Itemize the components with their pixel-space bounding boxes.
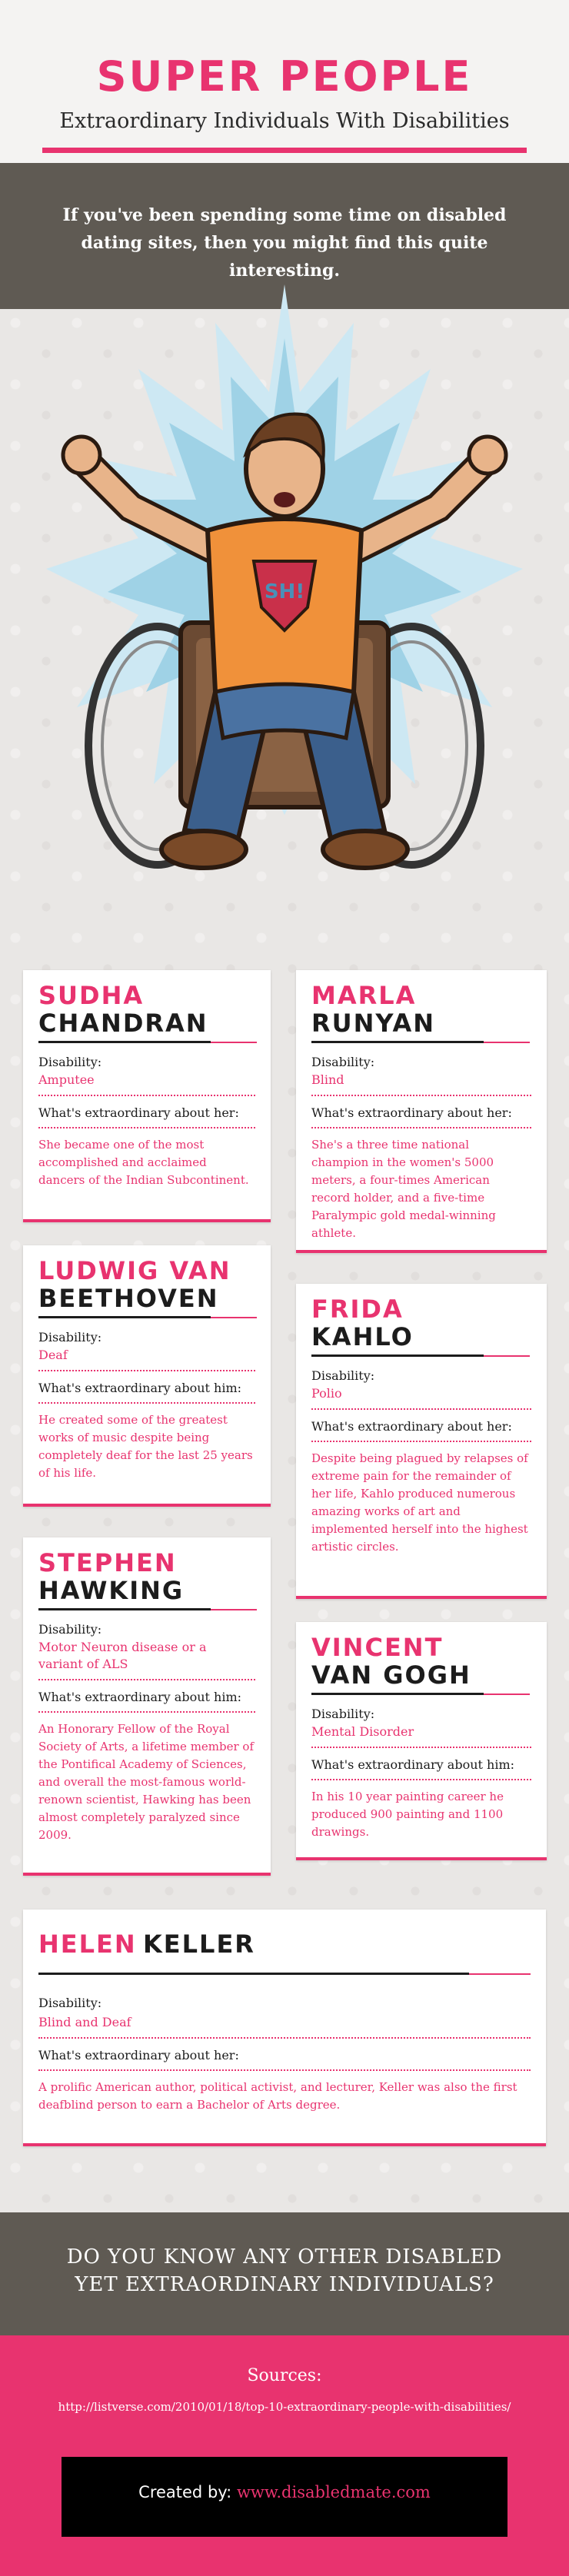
disability-label: Disability: [38,1055,102,1069]
profile-card-sudha-chandran [23,970,271,1222]
disability-label: Disability: [38,1330,102,1345]
dotted-divider [38,1095,255,1096]
about-text: An Honorary Fellow of the Royal Society of Arts, a lifetime member of the Pontifical Academy of Sciences, and overall the most-famous world-renown scientist, Hawking has been almost completely paralyzed since 2009. [38,1722,255,1842]
disability-label: Disability: [38,1996,102,2010]
credits-text [62,2483,507,2501]
about-label: What's extraordinary about him: [38,1690,241,1704]
card-last-name: RUNYAN [311,1009,436,1038]
credits-site-link[interactable]: www.disabledmate.com [236,2483,431,2501]
hero-illustration [31,277,538,953]
card-first-name: FRIDA [311,1295,404,1324]
card-divider [311,1693,484,1695]
intro-text: If you've been spending some time on disabled dating sites, then you might find this quite interesting. [62,205,507,281]
card-first-name: STEPHEN [38,1548,177,1577]
card-first-name: HELEN [38,1930,137,1959]
profile-card-marla-runyan [296,970,547,1253]
disability-value: Deaf [38,1348,68,1362]
dotted-divider [311,1441,531,1442]
about-text: She became one of the most accomplished and acclaimed dancers of the Indian Subcontinent. [38,1138,249,1187]
profile-card-frida-kahlo [296,1284,547,1599]
sources-title: Sources: [247,2366,322,2385]
card-divider-accent [484,1042,530,1043]
profile-card-ludwig-van-beethoven [23,1245,271,1507]
about-label: What's extraordinary about him: [38,1381,241,1395]
header-divider [42,148,527,153]
dotted-divider [38,1711,255,1713]
card-last-name: HAWKING [38,1576,185,1605]
dotted-divider [311,1127,531,1128]
about-text: In his 10 year painting career he produced 900 painting and 1100 drawings. [311,1790,504,1839]
card-divider-accent [211,1317,257,1318]
about-label: What's extraordinary about her: [38,2048,239,2062]
about-label: What's extraordinary about her: [38,1105,239,1120]
card-divider [311,1354,484,1357]
disability-label: Disability: [311,1368,375,1383]
dotted-divider [38,1370,255,1371]
disability-value: Polio [311,1386,342,1401]
card-divider [38,1316,211,1318]
page-title: SUPER PEOPLE [96,52,473,101]
dotted-divider [311,1095,531,1096]
profile-card-helen-keller [23,1910,546,2146]
card-last-name: BEETHOVEN [38,1284,219,1313]
card-first-name: LUDWIG VAN [38,1256,231,1285]
dotted-divider [38,1679,255,1680]
card-last-name: KAHLO [311,1322,414,1351]
card-last-name: VAN GOGH [311,1660,471,1690]
disability-label: Disability: [311,1055,375,1069]
disability-value: Mental Disorder [311,1724,414,1739]
question-text [31,2243,538,2298]
dotted-divider [38,2037,531,2039]
about-label: What's extraordinary about her: [311,1419,512,1434]
sources-link[interactable]: http://listverse.com/2010/01/18/top-10-extraordinary-people-with-disabilities/ [58,2400,511,2414]
card-divider [311,1041,484,1043]
card-last-name: KELLER [143,1930,255,1959]
dotted-divider [38,1402,255,1404]
about-label: What's extraordinary about her: [311,1105,512,1120]
card-divider [38,1973,469,1975]
disability-value: Blind [311,1072,344,1087]
card-first-name: SUDHA [38,981,145,1010]
dotted-divider [38,2069,531,2071]
disability-value: Amputee [38,1072,95,1087]
question-line-2: YET EXTRAORDINARY INDIVIDUALS? [75,2273,494,2296]
about-text: He created some of the greatest works of music despite being completely deaf for the last 25 years of his life. [38,1413,253,1480]
card-divider-accent [484,1355,530,1357]
card-divider-accent [211,1609,257,1610]
card-first-name: MARLA [311,981,417,1010]
disability-value: Blind and Deaf [38,2015,131,2029]
card-divider-accent [484,1694,530,1695]
svg-text:SH!: SH! [264,580,305,603]
disability-label: Disability: [38,1622,102,1637]
page-subtitle: Extraordinary Individuals With Disabilities [59,109,510,133]
question-line-1: DO YOU KNOW ANY OTHER DISABLED [66,2245,503,2269]
card-divider-accent [211,1042,257,1043]
disability-value: Motor Neuron disease or a variant of ALS [38,1640,207,1671]
card-last-name: CHANDRAN [38,1009,208,1038]
about-text: She's a three time national champion in the women's 5000 meters, a four-times American record holder, and a five-time Paralympic gold medal-winning athlete. [311,1138,496,1240]
card-divider [38,1608,211,1610]
about-text: A prolific American author, political activist, and lecturer, Keller was also the first deafblind person to earn a Bachelor of Arts degree. [38,2080,517,2112]
about-text: Despite being plagued by relapses of extreme pain for the remainder of her life, Kahlo produced numerous amazing works of art and implemented herself into the highest artistic circles. [311,1451,528,1554]
dotted-divider [38,1127,255,1128]
about-label: What's extraordinary about him: [311,1757,514,1772]
card-first-name: VINCENT [311,1633,444,1662]
dotted-divider [311,1747,531,1748]
disability-label: Disability: [311,1707,375,1721]
profile-card-vincent-van-gogh [296,1622,547,1860]
card-divider-accent [469,1973,531,1975]
card-divider [38,1041,211,1043]
credits-label: Created by: [138,2483,232,2501]
dotted-divider [311,1779,531,1780]
dotted-divider [311,1408,531,1410]
profile-card-stephen-hawking [23,1537,271,1876]
